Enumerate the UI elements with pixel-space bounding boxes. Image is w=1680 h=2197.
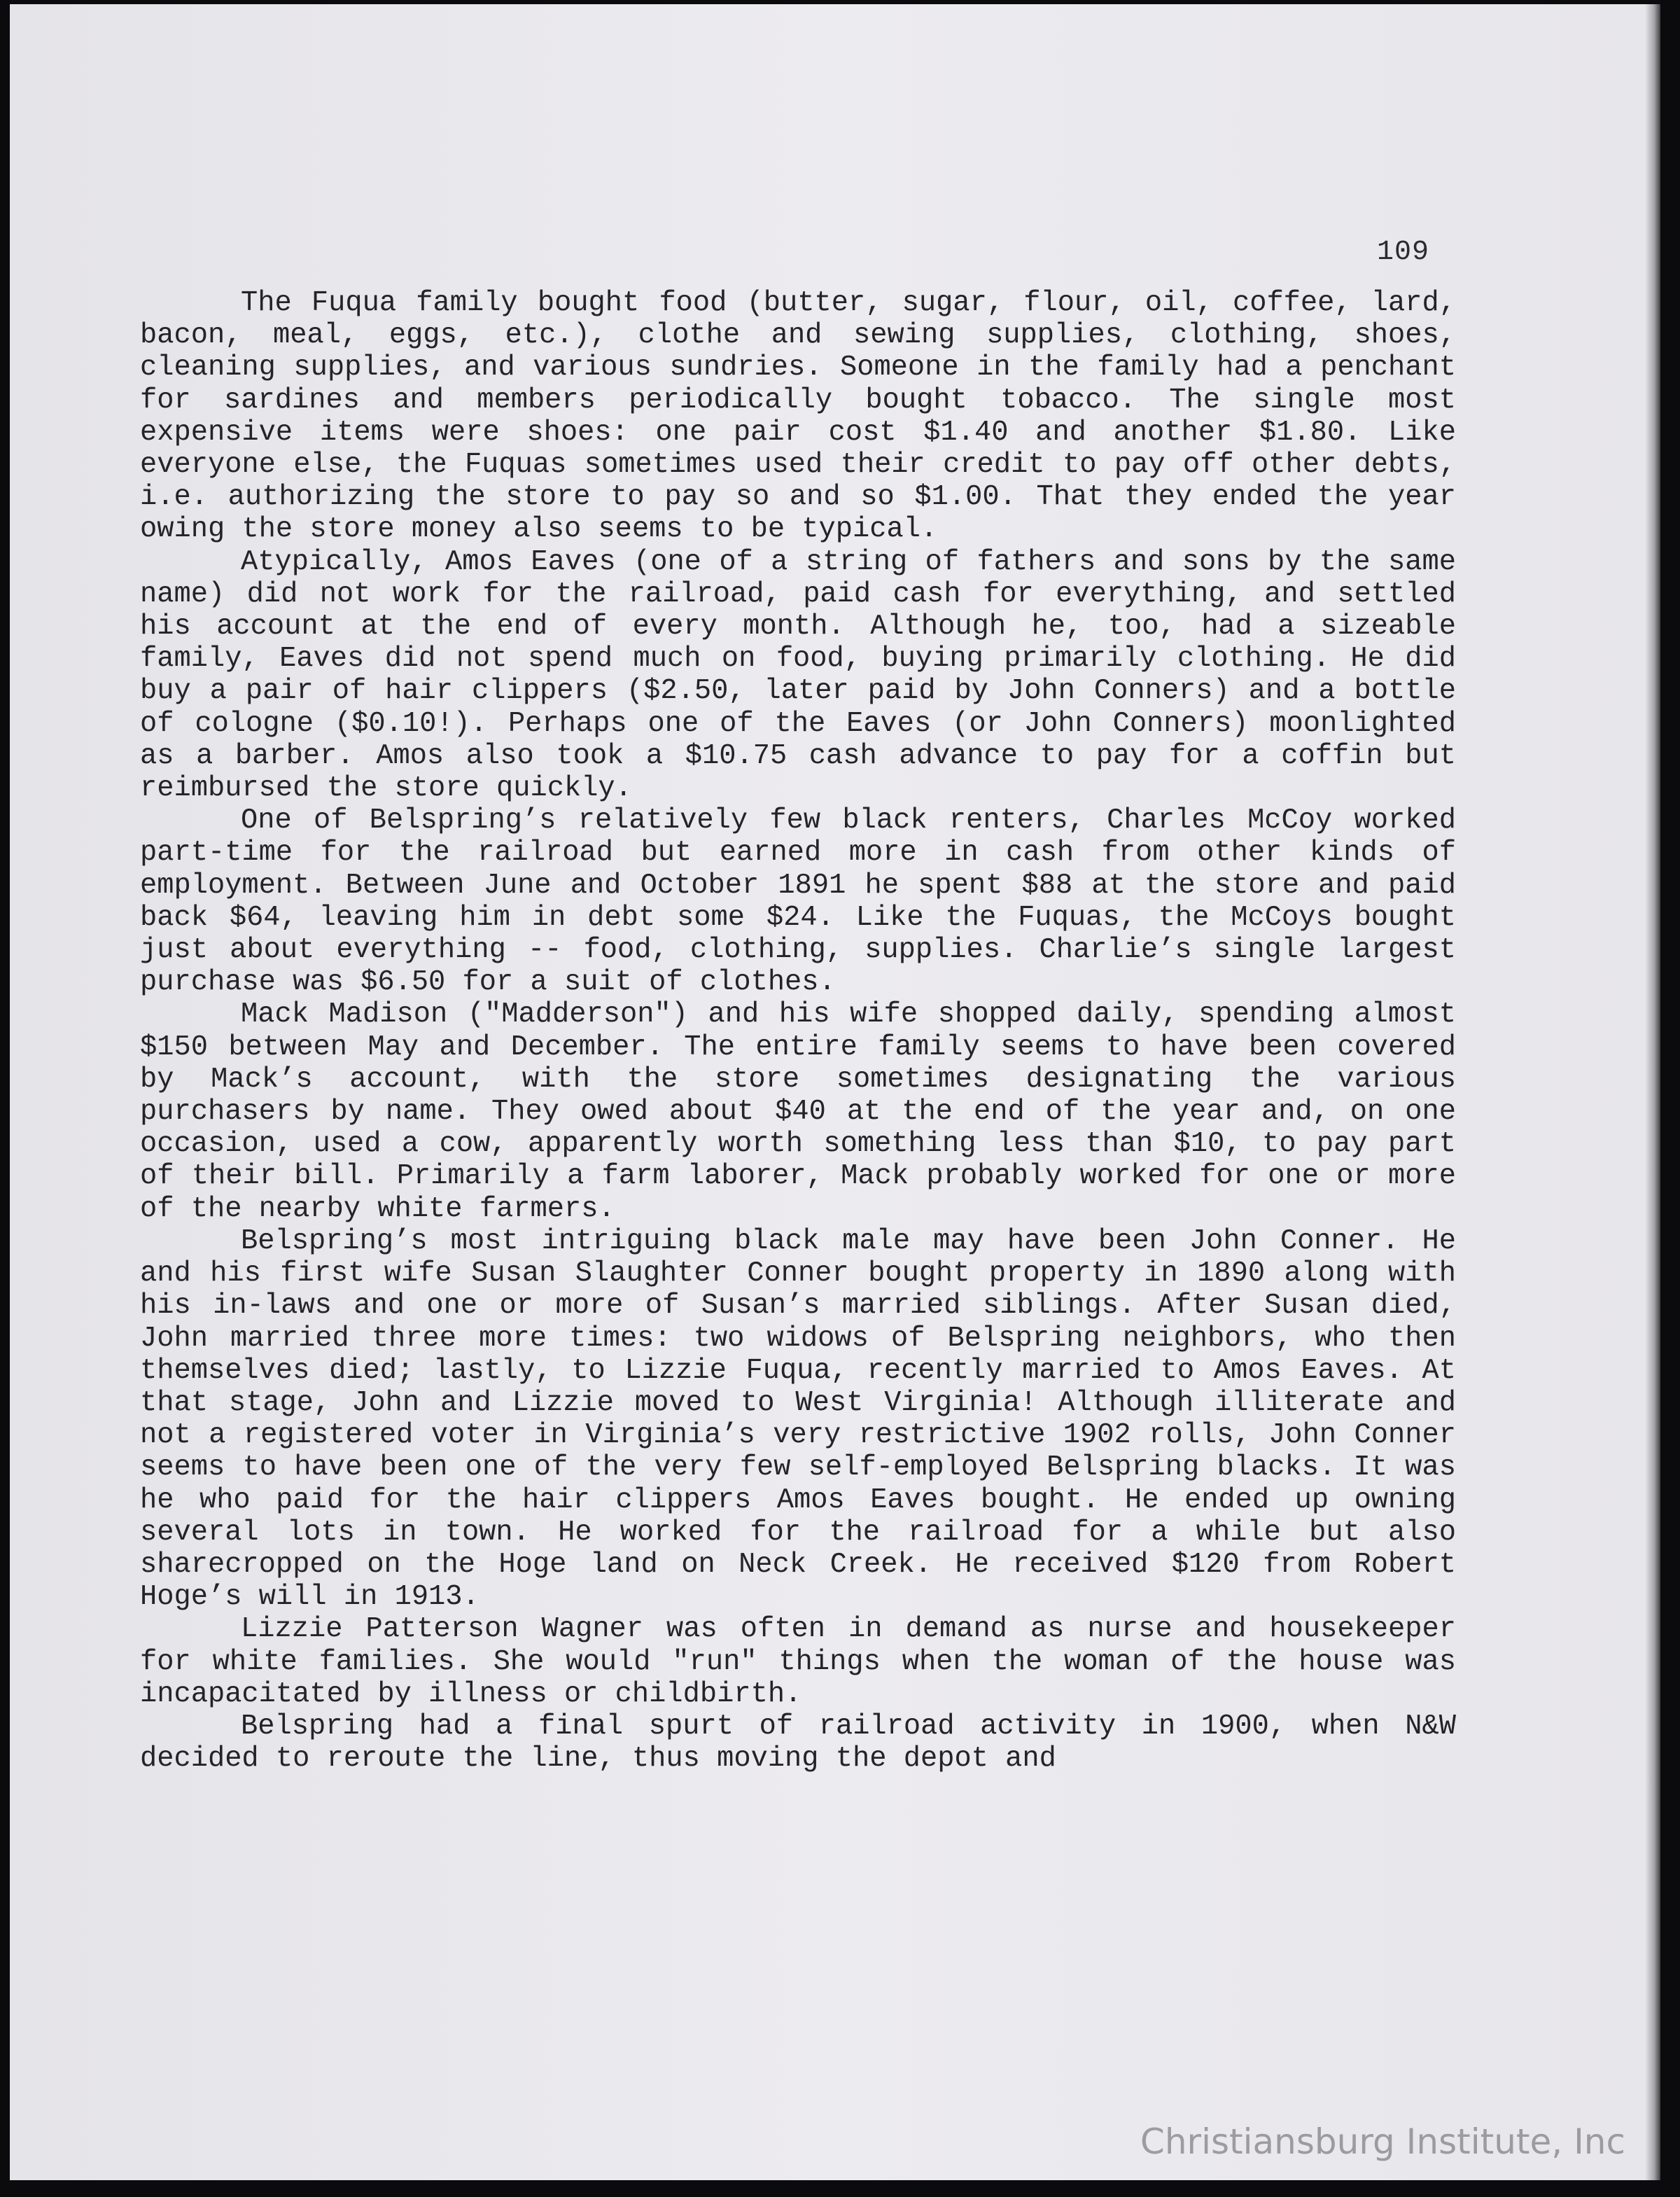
body-text: [140, 287, 1456, 1775]
paragraph: Belspring’s most intriguing black male may have been John Conner. He and his first wife Susan Slaughter Conner bought property in 1890 along with his in-laws and one or more of Susan’s married siblings. After Susan died, John married three more times: two widows of Belspring neighbors, who then themselves died; lastly, to Lizzie Fuqua, recently married to Amos Eaves. At that stage, John and Lizzie moved to West Virginia! Although illiterate and not a registered voter in Virginia’s very restrictive 1902 rolls, John Conner seems to have been one of the very few self-employed Belspring blacks. It was he who paid for the hair clippers Amos Eaves bought. He ended up owning several lots in town. He worked for the railroad for a while but also sharecropped on the Hoge land on Neck Creek. He received $120 from Robert Hoge’s will in 1913.: [140, 1225, 1456, 1614]
paragraph: The Fuqua family bought food (butter, sugar, flour, oil, coffee, lard, bacon, meal, eggs, etc.), clothe and sewing supplies, clothing, shoes, cleaning supplies, and various sundries. Someone in the family had a penchant for sardines and members periodically bought tobacco. The single most expensive items were shoes: one pair cost $1.40 and another $1.80. Like everyone else, the Fuquas sometimes used their credit to pay off other debts, i.e. authorizing the store to pay so and so $1.00. That they ended the year owing the store money also seems to be typical.: [140, 287, 1456, 546]
paragraph: Lizzie Patterson Wagner was often in demand as nurse and housekeeper for white families. She would "run" things when the woman of the house was incapacitated by illness or childbirth.: [140, 1613, 1456, 1710]
paragraph: Mack Madison ("Madderson") and his wife shopped daily, spending almost $150 between May and December. The entire family seems to have been covered by Mack’s account, with the store sometimes designating the various purchasers by name. They owed about $40 at the end of the year and, on one occasion, used a cow, apparently worth something less than $10, to pay part of their bill. Primarily a farm laborer, Mack probably worked for one or more of the nearby white farmers.: [140, 998, 1456, 1225]
document-page: [10, 4, 1660, 2180]
paragraph: Belspring had a final spurt of railroad activity in 1900, when N&W decided to reroute the line, thus moving the depot and: [140, 1710, 1456, 1776]
watermark: Christiansburg Institute, Inc: [1140, 2121, 1625, 2162]
paragraph: Atypically, Amos Eaves (one of a string of fathers and sons by the same name) did not work for the railroad, paid cash for everything, and settled his account at the end of every month. Although he, too, had a sizeable family, Eaves did not spend much on food, buying primarily clothing. He did buy a pair of hair clippers ($2.50, later paid by John Conners) and a bottle of cologne ($0.10!). Perhaps one of the Eaves (or John Conners) moonlighted as a barber. Amos also took a $10.75 cash advance to pay for a coffin but reimbursed the store quickly.: [140, 545, 1456, 805]
page-edge-shadow: [1645, 4, 1660, 2180]
page-number: 109: [1376, 237, 1429, 268]
paragraph: One of Belspring’s relatively few black renters, Charles McCoy worked part-time for the railroad but earned more in cash from other kinds of employment. Between June and October 1891 he spent $88 at the store and paid back $64, leaving him in debt some $24. Like the Fuquas, the McCoys bought just about everything -- food, clothing, supplies. Charlie’s single largest purchase was $6.50 for a suit of clothes.: [140, 804, 1456, 999]
